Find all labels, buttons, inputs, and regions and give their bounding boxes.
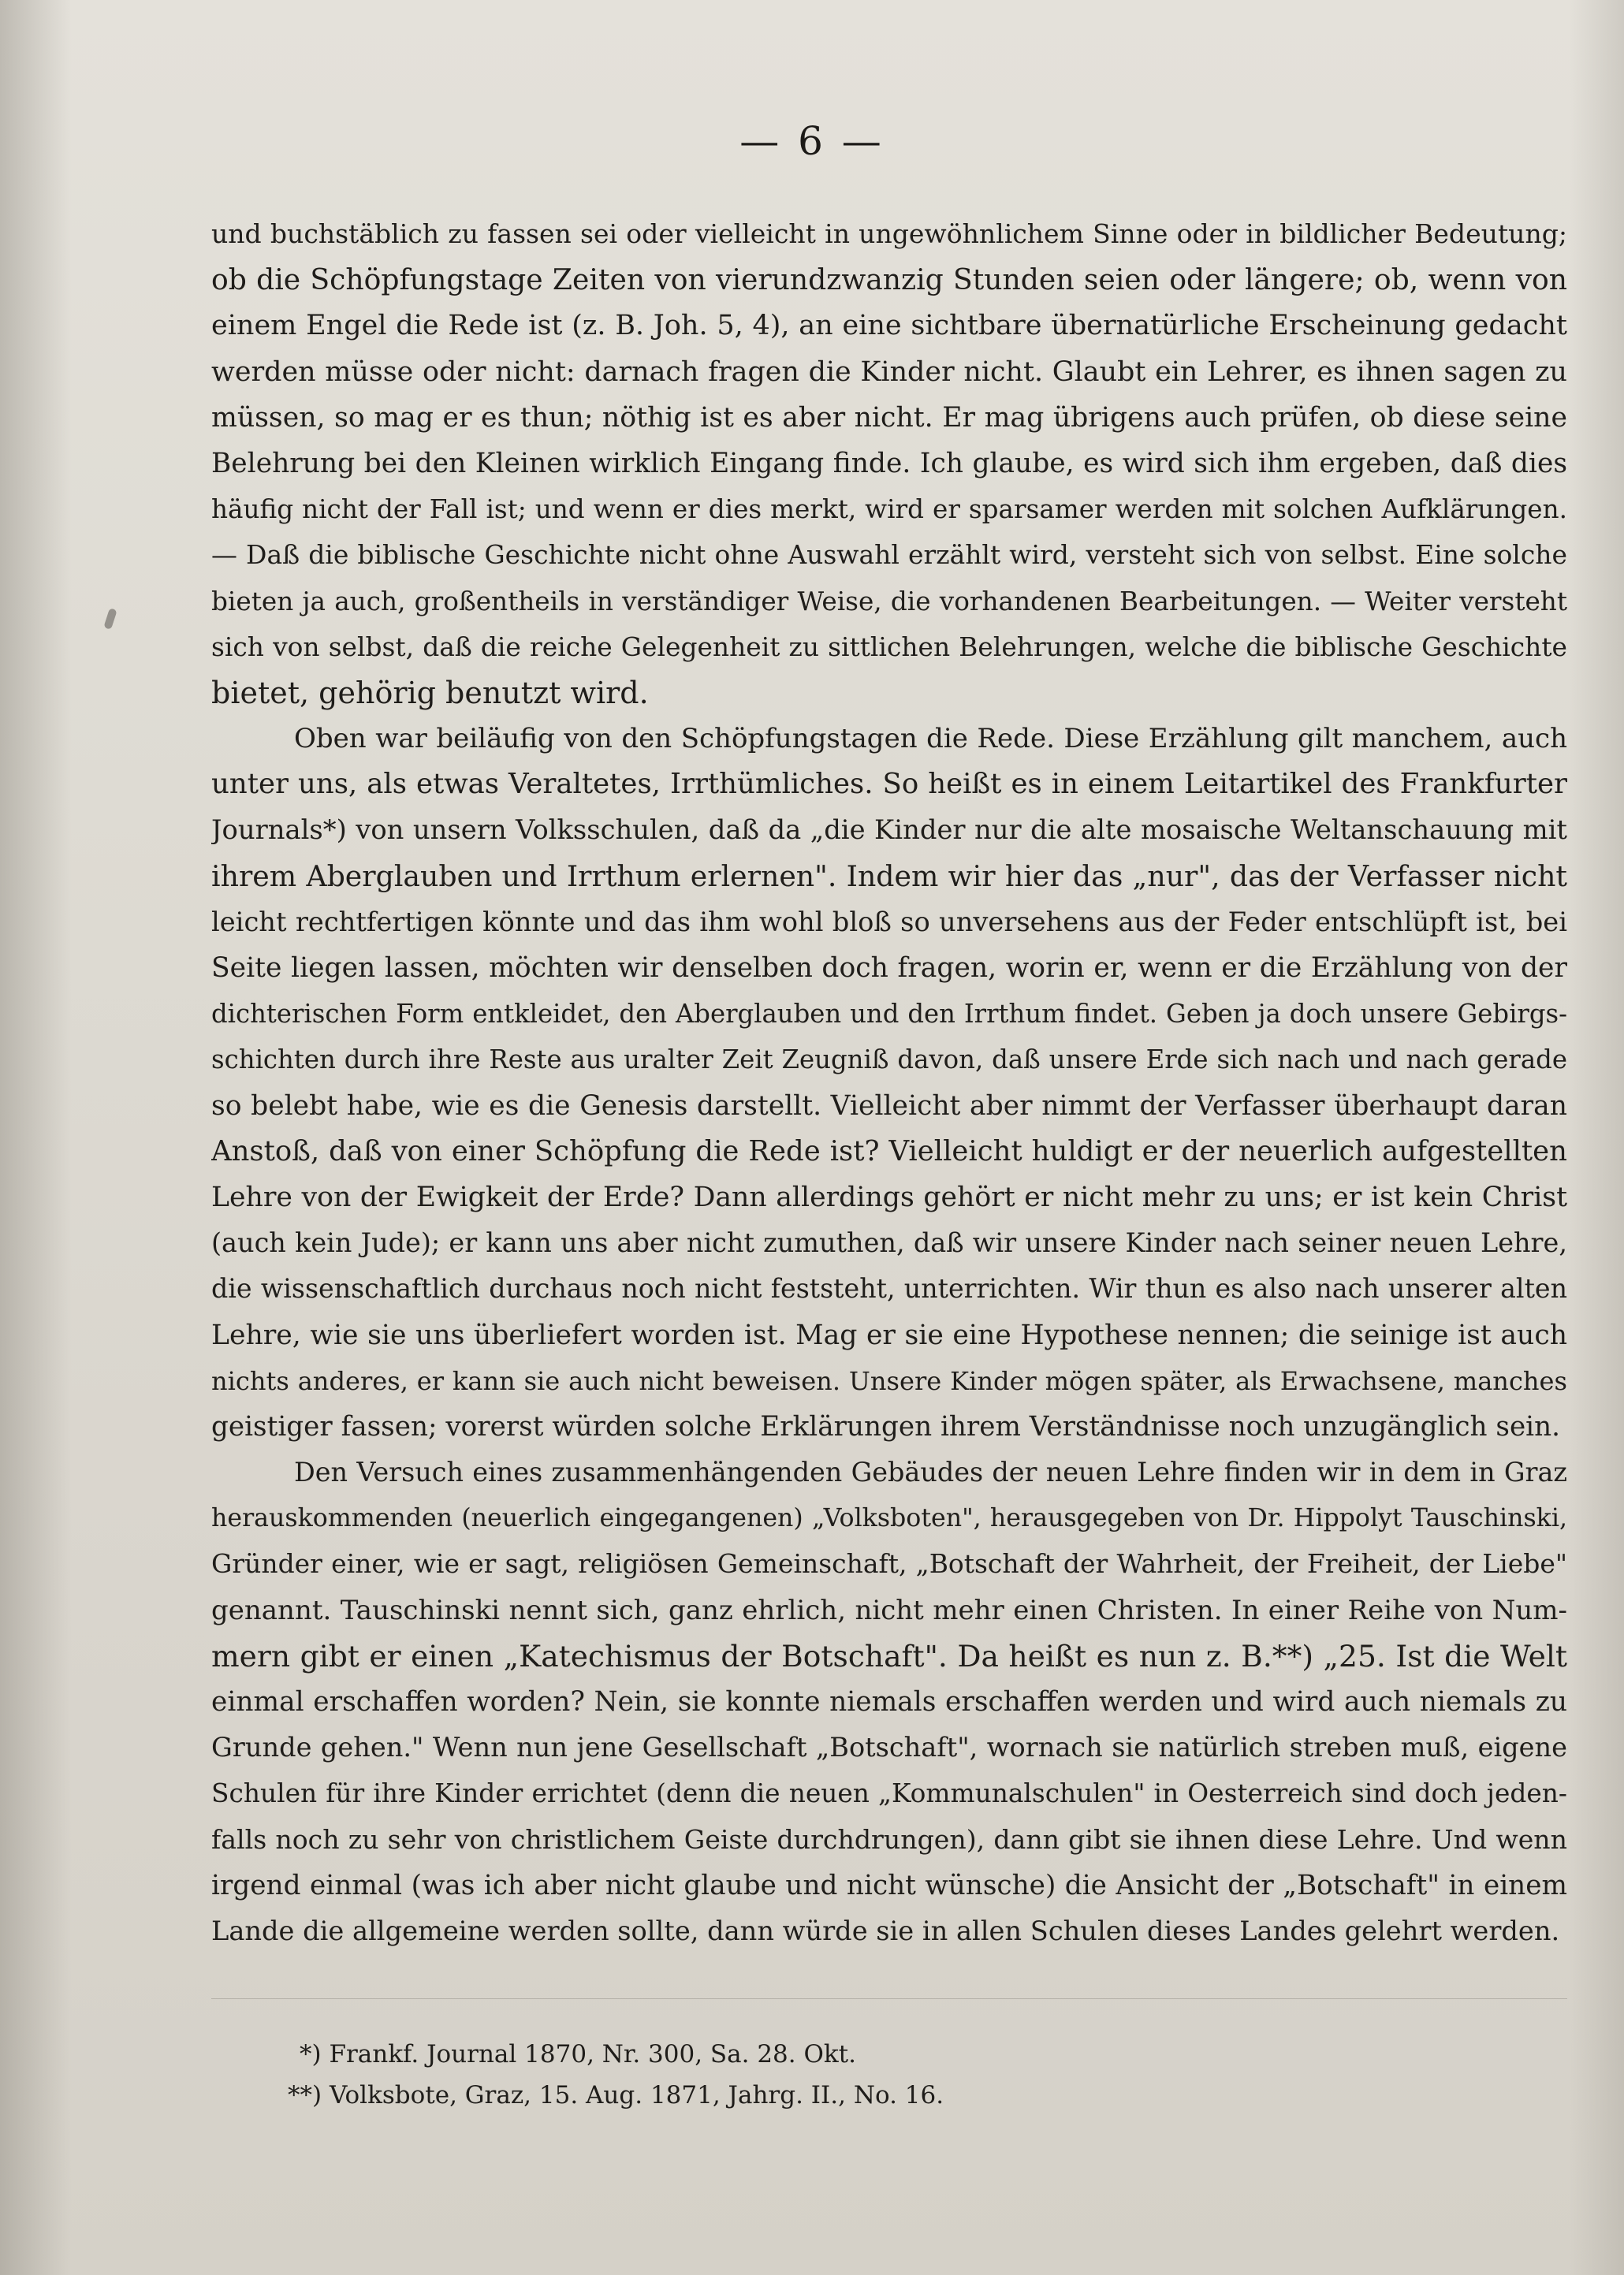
page-edge-shadow-left	[0, 0, 71, 2275]
footnote-divider	[211, 1998, 1567, 1999]
text-line: Belehrung bei den Kleinen wirklich Eingang finde. Ich glaube, es wird sich ihm ergeben, daß dies	[211, 447, 1567, 479]
text-line: (auch kein Jude); er kann uns aber nicht zumuthen, daß wir unsere Kinder nach seiner neuen Lehre,	[211, 1227, 1567, 1259]
text-line: die wissenschaftlich durchaus noch nicht feststeht, unterrichten. Wir thun es also nach unserer alten	[211, 1273, 1567, 1305]
text-line: Gründer einer, wie er sagt, religiösen Gemeinschaft, „Botschaft der Wahrheit, der Freiheit, der Liebe"	[211, 1548, 1567, 1580]
text-line: einmal erschaffen worden? Nein, sie konnte niemals erschaffen werden und wird auch niemals zu	[211, 1686, 1567, 1718]
text-line: schichten durch ihre Reste aus uralter Zeit Zeugniß davon, daß unsere Erde sich nach und nach gerade	[211, 1044, 1567, 1075]
text-line: ob die Schöpfungstage Zeiten von vierundzwanzig Stunden seien oder längere; ob, wenn von	[211, 262, 1567, 297]
text-line: falls noch zu sehr von christlichem Geiste durchdrungen), dann gibt sie ihnen diese Lehre. Und wenn	[211, 1823, 1567, 1855]
paragraph-first-line: Oben war beiläufig von den Schöpfungstagen die Rede. Diese Erzählung gilt manchem, auch	[294, 723, 1567, 755]
ink-smudge	[103, 608, 117, 630]
text-line: Journals*) von unsern Volksschulen, daß da „die Kinder nur die alte mosaische Weltanschauung mit	[211, 814, 1567, 846]
page-number: — 6 —	[739, 118, 885, 164]
text-line: dichterischen Form entkleidet, den Aberglauben und den Irrthum findet. Geben ja doch unsere Gebirgs-	[211, 999, 1567, 1030]
text-line: werden müsse oder nicht: darnach fragen die Kinder nicht. Glaubt ein Lehrer, es ihnen sagen zu	[211, 356, 1567, 388]
footnotes	[288, 2034, 1403, 2116]
text-line: sich von selbst, daß die reiche Gelegenheit zu sittlichen Belehrungen, welche die biblische Geschichte	[211, 631, 1567, 662]
text-line: einem Engel die Rede ist (z. B. Joh. 5, 4), an eine sichtbare übernatürliche Erscheinung gedacht	[211, 310, 1567, 342]
text-line: Seite liegen lassen, möchten wir denselben doch fragen, worin er, wenn er die Erzählung von der	[211, 952, 1567, 984]
text-line: Grunde gehen." Wenn nun jene Gesellschaft „Botschaft", wornach sie natürlich streben muß, eigene	[211, 1732, 1567, 1763]
body-text	[211, 211, 1567, 1954]
text-line: so belebt habe, wie es die Genesis darstellt. Vielleicht aber nimmt der Verfasser überhaupt daran	[211, 1089, 1567, 1122]
text-line: mern gibt er einen „Katechismus der Botschaft". Da heißt es nun z. B.**) „25. Ist die Welt	[211, 1638, 1567, 1674]
text-line: müssen, so mag er es thun; nöthig ist es aber nicht. Er mag übrigens auch prüfen, ob diese seine	[211, 401, 1567, 434]
text-line: genannt. Tauschinski nennt sich, ganz ehrlich, nicht mehr einen Christen. In einer Reihe von Num-	[211, 1594, 1567, 1626]
text-line: — Daß die biblische Geschichte nicht ohne Auswahl erzählt wird, versteht sich von selbst. Eine solche	[211, 539, 1567, 571]
page-edge-shadow-right	[1569, 0, 1624, 2275]
footnote-1: *) Frankf. Journal 1870, Nr. 300, Sa. 28. Okt.	[300, 2040, 856, 2068]
text-line: nichts anderes, er kann sie auch nicht beweisen. Unsere Kinder mögen später, als Erwachsene, manches	[211, 1365, 1567, 1396]
paragraph-first-line: Den Versuch eines zusammenhängenden Gebäudes der neuen Lehre finden wir in dem in Graz	[294, 1457, 1567, 1488]
text-line: irgend einmal (was ich aber nicht glaube und nicht wünsche) die Ansicht der „Botschaft" in einem	[211, 1869, 1567, 1901]
text-line: Lande die allgemeine werden sollte, dann würde sie in allen Schulen dieses Landes gelehrt werden.	[211, 1915, 1560, 1946]
text-line: bieten ja auch, großentheils in verständiger Weise, die vorhandenen Bearbeitungen. — Weiter versteht	[211, 586, 1567, 616]
text-line: und buchstäblich zu fassen sei oder vielleicht in ungewöhnlichem Sinne oder in bildlicher Bedeutung;	[211, 218, 1567, 249]
text-line: Anstoß, daß von einer Schöpfung die Rede ist? Vielleicht huldigt er der neuerlich aufgestellten	[211, 1134, 1567, 1167]
text-line: häufig nicht der Fall ist; und wenn er dies merkt, wird er sparsamer werden mit solchen Aufklärungen.	[211, 494, 1567, 525]
text-line: ihrem Aberglauben und Irrthum erlernen". Indem wir hier das „nur", das der Verfasser nicht	[211, 858, 1567, 893]
text-line: unter uns, als etwas Veraltetes, Irrthümliches. So heißt es in einem Leitartikel des Frankfurter	[211, 768, 1567, 801]
text-line: leicht rechtfertigen könnte und das ihm wohl bloß so unversehens aus der Feder entschlüpft ist, bei	[211, 906, 1567, 937]
footnote-2: **) Volksbote, Graz, 15. Aug. 1871, Jahrg. II., No. 16.	[288, 2081, 944, 2109]
text-line: herauskommenden (neuerlich eingegangenen) „Volksboten", herausgegeben von Dr. Hippolyt Tauschinski,	[211, 1504, 1567, 1533]
text-line: bietet, gehörig benutzt wird.	[211, 675, 649, 710]
text-line: Schulen für ihre Kinder errichtet (denn die neuen „Kommunalschulen" in Oesterreich sind doch jeden-	[211, 1778, 1567, 1809]
text-line: geistiger fassen; vorerst würden solche Erklärungen ihrem Verständnisse noch unzugänglich sein.	[211, 1410, 1560, 1443]
text-line: Lehre von der Ewigkeit der Erde? Dann allerdings gehört er nicht mehr zu uns; er ist kein Christ	[211, 1181, 1567, 1213]
text-line: Lehre, wie sie uns überliefert worden ist. Mag er sie eine Hypothese nennen; die seinige ist auch	[211, 1319, 1567, 1351]
